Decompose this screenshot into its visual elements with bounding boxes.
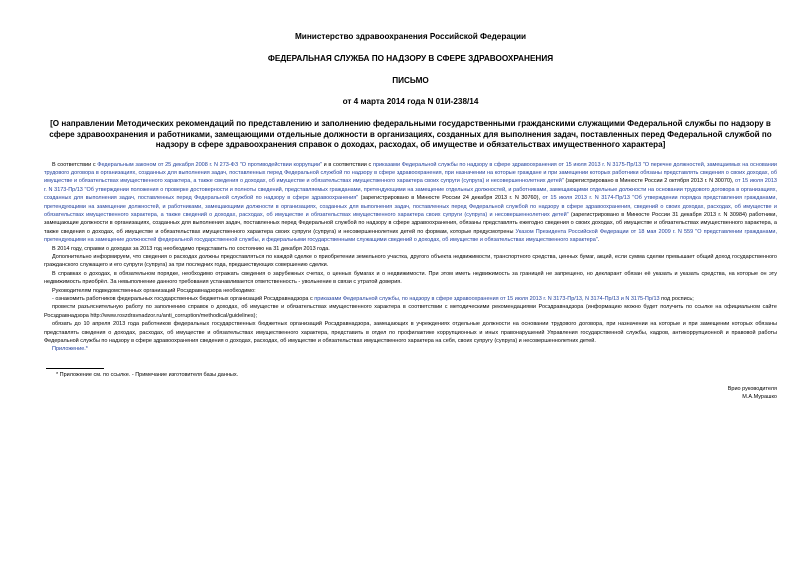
paragraph-legal-basis: [44, 161, 777, 245]
paragraph-submission-deadline: обязать до 10 апреля 2013 года работников федеральных государственных бюджетных организаций Росздравнадзора, замещающих в учреждениях отдельные должности на основании трудового договора, при назначении на которые и при замещении которых обязаны представлять сведения о доходах, расходах, об имуществе и обязательствах имущественного характера, представить в отдел по профилактике коррупционных и иных правонарушений Управления государственной службы, кадров, антикоррупционной и правовой работы Федеральной службы по надзору в сфере здравоохранения сведения о доходах, расходах, об имуществе и обязательствах имущественного характера на себя, своих супругу (супруга) и несовершеннолетних детей.: [44, 321, 777, 345]
document-subject: [О направлении Методических рекомендаций по представлению и заполнению федеральными государственными гражданскими служащими Федеральной службы по надзору в сфере здравоохранения и работниками, замещающими отдельные должности в организациях, созданных для выполнения задач, поставленных перед Федеральной службой по надзору в сфере здравоохранения справок о доходах, расходах, об имуществе и обязательствах имущественного характера]: [49, 119, 772, 149]
paragraph-attachment: [44, 345, 777, 353]
text-fragment: и в соответствии с: [322, 161, 373, 168]
text-fragment: - ознакомить работников федеральных государственных бюджетных организаций Росздравнадзора с: [52, 296, 315, 302]
paragraph-expenses-info: Дополнительно информируем, что сведения о расходах должны предоставляться по каждой сделке о приобретении земельного участка, другого объекта недвижимости, транспортного средства, ценных бумаг, акций, если сумма сделки превышает общий доход государственного гражданского служащего и его супруги (супруга) за три последних года, предшествующих совершению сделки.: [44, 253, 777, 269]
document-type: ПИСЬМО: [392, 76, 429, 85]
link-federal-law-273[interactable]: Федеральным законом от 25 декабря 2008 г. N 273-ФЗ "О противодействии коррупции": [97, 161, 322, 168]
text-fragment: под роспись;: [659, 296, 694, 302]
paragraph-explanatory-work: провести разъяснительную работу по заполнению справок о доходах, об имуществе и обязательствах имущественного характера в соответствии с методическими рекомендациями Росздравнадзора (информацию можно будет получить по ссылке на официальном сайте Росздравнадзора http://www.roszdravnadzor.ru/anti_corruption/methodical/guidelines);: [44, 304, 777, 319]
paragraph-foreign-assets: В справках о доходах, в обязательном порядке, необходимо отражать сведения о зарубежных счетах, о ценных бумагах и о недвижимости. При этом иметь недвижимость за границей не запрещено, но декларант обязан её указать и указать средства, на которые он эту недвижимость приобрёл. За невыполнение данного требования устанавливается ответственность - увольнение в связи с утратой доверия.: [44, 270, 777, 286]
signatory-position: Врио руководителя: [727, 385, 777, 392]
paragraph-directors-instruction: Руководителям подведомственных организаций Росздравнадзора необходимо:: [52, 287, 256, 294]
signature-block: [44, 385, 777, 402]
paragraph-reporting-date: В 2014 году, справки о доходах за 2013 год необходимо представить по состоянию на 31 декабря 2013 года.: [52, 245, 330, 252]
service-name: ФЕДЕРАЛЬНАЯ СЛУЖБА ПО НАДЗОРУ В СФЕРЕ ЗДРАВООХРАНЕНИЯ: [267, 54, 554, 63]
ministry-name: Министерство здравоохранения Российской Федерации: [294, 32, 527, 41]
text-fragment: (зарегистрировано в Минюсте России 24 декабря 2013 г. N 30760),: [358, 195, 543, 202]
link-orders-3173-3174-3175[interactable]: приказами Федеральной службы, по надзору в сфере здравоохранения от 15 июля 2013 г. N 3173-Пр/13, N 3174-Пр/13 и N 3175-Пр/13: [314, 296, 660, 302]
signatory-name: М.А.Мурашко: [742, 394, 777, 401]
paragraph-familiarize: [44, 295, 777, 303]
text-fragment: .: [597, 237, 600, 244]
document-date-number: от 4 марта 2014 года N 01И-238/14: [342, 97, 479, 106]
text-fragment: (зарегистрировано в Минюсте России 31 декабря 2013 г. N 30984) работники, замещающие должности в организациях, созданных для выполнения задач, поставленных перед Федеральной службой по надзору в сфере здравоохранения, обязаны представлять ежегодно сведения о своих доходах, об имуществе и обязательствах имущественного характера, а также сведения о доходах, об имуществе и обязательствах имущественного характера своих супруги (супруга) и несовершеннолетних детей по формам, которые предусмотрены: [44, 211, 778, 235]
text-fragment: (зарегистрировано в Минюсте России 2 октября 2013 г. N 30070),: [563, 178, 735, 185]
link-order-3173[interactable]: от 15 июля 2013 г. N 3173-Пр/13 "Об утверждении положения о проверке достоверности и полноты сведений, представляемых гражданами, претендующими на замещение отдельных должностей, и работниками, замещающими отдельные должности на основании трудового договора в организациях, созданных для выполнения задач, поставленных перед Федеральной службой по надзору в сфере здравоохранения": [44, 178, 777, 202]
footnote-divider: [46, 368, 104, 369]
document-body: [44, 161, 777, 354]
text-fragment: В соответствии с: [52, 161, 98, 168]
link-order-3174[interactable]: от 15 июля 2013 г. N 3174-Пр/13 "Об утверждении порядка представления гражданами, претендующими на замещение должностей, и работниками, замещающими должности в организациях, созданных для выполнения задач, поставленных перед Федеральной службой по надзору в сфере здравоохранения, сведений о своих доходах, расходах, об имуществе и обязательствах имущественного характера, а также сведений о доходах, расходах, об имуществе и обязательствах имущественного характера своих супруги (супруга) и несовершеннолетних детей": [44, 195, 777, 218]
link-attachment[interactable]: Приложение.*: [52, 346, 88, 353]
footnote: * Приложение см. по ссылке. - Примечание изготовителя базы данных.: [56, 371, 239, 378]
link-presidential-decree-559[interactable]: Указом Президента Российской Федерации от 18 мая 2009 г. N 559 "О представлении гражданами, претендующими на замещение должностей федеральной государственной службы, и федеральными государственными служащими сведений о доходах, об имуществе и обязательствах имущественного характера": [44, 228, 777, 244]
link-order-3175[interactable]: приказами Федеральной службы по надзору в сфере здравоохранения от 15 июля 2013 г. N 3175-Пр/13 "О перечне должностей, замещаемых на основании трудового договора в организациях, созданных для выполнения задач, поставленных перед Федеральной службой по надзору в сфере здравоохранения, при назначении на которые граждане и при замещении которых работники обязаны представлять сведения о своих доходах, об имуществе и обязательствах имущественного характера, а также сведения о доходах, об имуществе и обязательствах имущественного характера своих супруги (супруга) и несовершеннолетних детей": [44, 161, 777, 185]
